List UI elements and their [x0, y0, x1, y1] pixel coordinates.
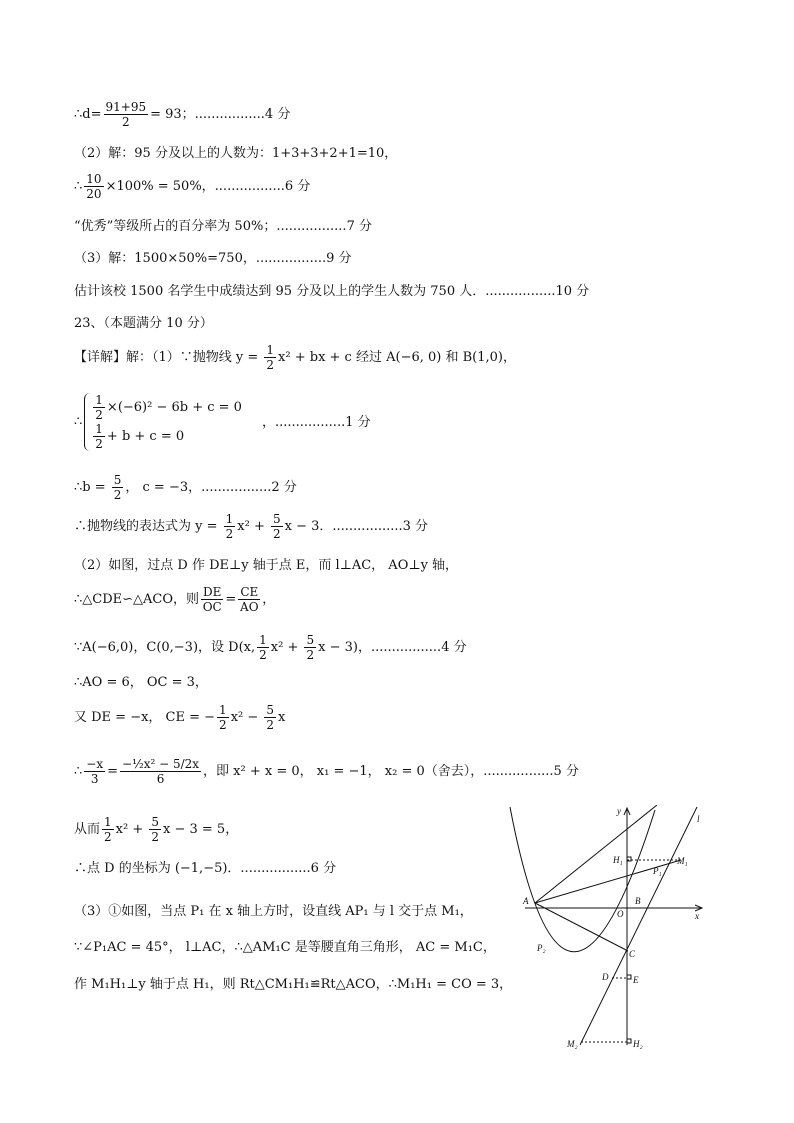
line-13: ∴△CDE∽△ACO，则 $\frac{DE}{OC}$ = $\frac{CE}{AO}$ ， [74, 585, 276, 614]
label-m1: M₁ [677, 856, 688, 866]
label-d: D [602, 972, 609, 982]
line-19: ∴点 D 的坐标为 (−1,−5)．.................6 分 [74, 861, 337, 876]
line-1: ∴d= $\frac{91+95}{2}$ = 93；.................4 分 [74, 100, 291, 129]
parabola-curve [510, 807, 655, 952]
label-l: l [697, 814, 700, 824]
line-18: 从而 $\frac{1}{2}$ x² + $\frac{5}{2}$ x − 3 = 5， [74, 815, 239, 844]
line-9-system: ∴ $\frac{1}{2}$ ×(−6)² − 6b + c = 0 $\frac{1}{2}$ + b + c = 0 ，.................1 分 [74, 393, 371, 451]
line-14: ∵A(−6,0)，C(0,−3)，设 D(x, $\frac{1}{2}$ x² + $\frac{5}{2}$ x − 3)，.................4 分 [74, 633, 467, 662]
line-15: ∴AO = 6， OC = 3， [74, 675, 208, 690]
label-h2: H₂ [633, 1039, 643, 1049]
line-5: （3）解：1500×50%=750，.................9 分 [74, 251, 352, 266]
line-3: ∴ $\frac{10}{20}$ ×100% = 50%，.................6 分 [74, 172, 311, 201]
label-e: E [633, 975, 639, 985]
line-2: （2）解：95 分及以上的人数为：1+3+3+2+1=10， [74, 146, 398, 161]
line-17: ∴ $\frac{-x}{3}$ = $\frac{\text{−½x² − 5/2x}}{6}$ ，即 x² + x = 0， x₁ = −1， x₂ = 0（舍去），.................5 分 [74, 757, 579, 786]
label-c: C [629, 949, 636, 959]
label-p2: P₂ [537, 943, 546, 953]
label-p1: P₁ [653, 866, 662, 876]
right-angle-h2 [627, 1039, 631, 1043]
label-x: x [695, 911, 699, 921]
line-10: ∴b = $\frac{5}{2}$ ， c = −3，.................2 分 [74, 473, 297, 502]
line-16: 又 DE = −x， CE = − $\frac{1}{2}$ x² − $\frac{5}{2}$ x [74, 703, 286, 732]
equation-system: $\frac{1}{2}$ ×(−6)² − 6b + c = 0 $\frac{1}{2}$ + b + c = 0 [84, 393, 242, 451]
line-22: 作 M₁H₁⊥y 轴于点 H₁，则 Rt△CM₁H₁≌Rt△ACO，∴M₁H₁ = CO = 3， [74, 977, 513, 992]
segment-ac [535, 903, 628, 951]
line-21: ∵∠P₁AC = 45°， l⊥AC，∴△AM₁C 是等腰直角三角形， AC = M₁C， [74, 940, 496, 955]
line-8: 【详解】解：（1）∵抛物线 y = $\frac{1}{2}$ x² + bx + c 经过 A(−6, 0) 和 B(1,0)， [74, 343, 516, 372]
label-m2: M₂ [567, 1039, 578, 1049]
line-12: （2）如图，过点 D 作 DE⊥y 轴于点 E，而 l⊥AC， AO⊥y 轴， [74, 558, 459, 573]
line-ab-extended [535, 805, 657, 903]
line-l [580, 807, 697, 1045]
line-11: ∴抛物线的表达式为 y = $\frac{1}{2}$ x² + $\frac{5}{2}$ x − 3．.................3 分 [74, 512, 429, 541]
line-20: （3）①如图，当点 P₁ 在 x 轴上方时，设直线 AP₁ 与 l 交于点 M₁， [74, 904, 473, 919]
label-a: A [523, 896, 529, 906]
right-angle-e [627, 975, 631, 979]
label-b: B [635, 896, 641, 906]
line-4: “优秀”等级所占的百分率为 50%；.................7 分 [74, 219, 372, 234]
line-7: 23、（本题满分 10 分） [74, 316, 213, 331]
label-o: O [617, 909, 624, 919]
label-y: y [617, 806, 621, 816]
label-h1: H₁ [613, 855, 623, 865]
parabola-figure [505, 805, 705, 1055]
line-6: 估计该校 1500 名学生中成绩达到 95 分及以上的学生人数为 750 人．.................10 分 [74, 284, 590, 299]
